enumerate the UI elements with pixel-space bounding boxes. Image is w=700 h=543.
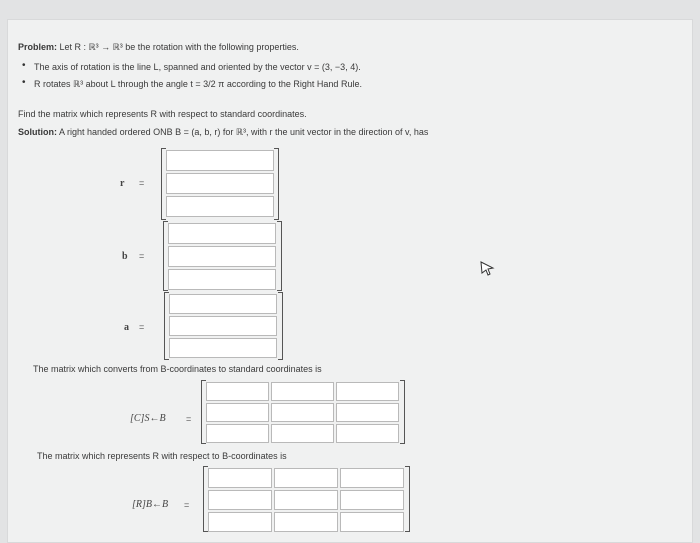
- vector-b-right-bracket: [277, 221, 282, 291]
- vector-r-entry-1[interactable]: [166, 150, 274, 171]
- matrix-r-cell-23[interactable]: [340, 490, 404, 510]
- vector-b-eq: =: [139, 251, 145, 261]
- matrix-r-cell-31[interactable]: [208, 512, 272, 532]
- vector-r-eq: =: [139, 178, 145, 188]
- vector-a-entry-2[interactable]: [169, 316, 277, 336]
- task-text: Find the matrix which represents R with respect to standard coordinates.: [18, 109, 307, 119]
- matrix-c-cell-13[interactable]: [336, 382, 399, 401]
- vector-r-entry-2[interactable]: [166, 173, 274, 194]
- vector-a-eq: =: [139, 322, 145, 332]
- bullet-dot-1: •: [22, 60, 26, 71]
- vector-r-label: r: [120, 178, 125, 189]
- matrix-c-cell-12[interactable]: [271, 382, 334, 401]
- vector-b-label: b: [122, 251, 128, 262]
- matrix-c-cell-21[interactable]: [206, 403, 269, 422]
- problem-label: Problem:: [18, 42, 58, 52]
- vector-b-entry-2[interactable]: [168, 246, 276, 267]
- matrix-c-cell-22[interactable]: [271, 403, 334, 422]
- matrix-r-cell-22[interactable]: [274, 490, 338, 510]
- matrix-r-cell-21[interactable]: [208, 490, 272, 510]
- matrix-r-cell-32[interactable]: [274, 512, 338, 532]
- vector-r-entry-3[interactable]: [166, 196, 274, 217]
- problem-sheet: [7, 19, 693, 543]
- vector-b-entry-3[interactable]: [168, 269, 276, 290]
- matrix-c-right-bracket: [400, 380, 405, 444]
- matrix-c-cell-31[interactable]: [206, 424, 269, 443]
- solution-line: [18, 127, 428, 138]
- matrix-r-cell-13[interactable]: [340, 468, 404, 488]
- matrix-r-cell-33[interactable]: [340, 512, 404, 532]
- problem-intro: [18, 42, 299, 53]
- matrix-c-eq: =: [186, 414, 192, 424]
- bullet-rotation: R rotates ℝ³ about L through the angle t = 3/2 π according to the Right Hand Rule.: [34, 79, 362, 89]
- vector-a-label: a: [124, 322, 129, 333]
- vector-a-right-bracket: [278, 292, 283, 360]
- matrix-c-cell-32[interactable]: [271, 424, 334, 443]
- matrix-r-label: [R]B←B: [132, 499, 169, 510]
- matrix-r-eq: =: [184, 500, 190, 510]
- solution-label: Solution:: [18, 127, 57, 137]
- matrix-r-right-bracket: [405, 466, 410, 532]
- matrix-c-cell-33[interactable]: [336, 424, 399, 443]
- solution-text: A right handed ordered ONB B = (a, b, r) for ℝ³, with r the unit vector in the direction of v, has: [59, 127, 429, 137]
- bullet-dot-2: •: [22, 77, 26, 88]
- problem-intro-text: Let R : ℝ³ → ℝ³ be the rotation with the following properties.: [59, 42, 299, 52]
- matrix-r-cell-12[interactable]: [274, 468, 338, 488]
- r-matrix-text: The matrix which represents R with respect to B-coordinates is: [37, 451, 287, 461]
- bullet-axis: The axis of rotation is the line L, spanned and oriented by the vector v = (3, −3, 4).: [34, 62, 361, 72]
- matrix-c-label: [C]S←B: [130, 413, 166, 424]
- convert-text: The matrix which converts from B-coordinates to standard coordinates is: [33, 364, 322, 374]
- matrix-c-cell-11[interactable]: [206, 382, 269, 401]
- vector-b-entry-1[interactable]: [168, 223, 276, 244]
- vector-a-entry-1[interactable]: [169, 294, 277, 314]
- matrix-c-cell-23[interactable]: [336, 403, 399, 422]
- mouse-cursor-icon: [479, 260, 495, 276]
- matrix-r-cell-11[interactable]: [208, 468, 272, 488]
- vector-a-entry-3[interactable]: [169, 338, 277, 358]
- vector-r-right-bracket: [274, 148, 279, 220]
